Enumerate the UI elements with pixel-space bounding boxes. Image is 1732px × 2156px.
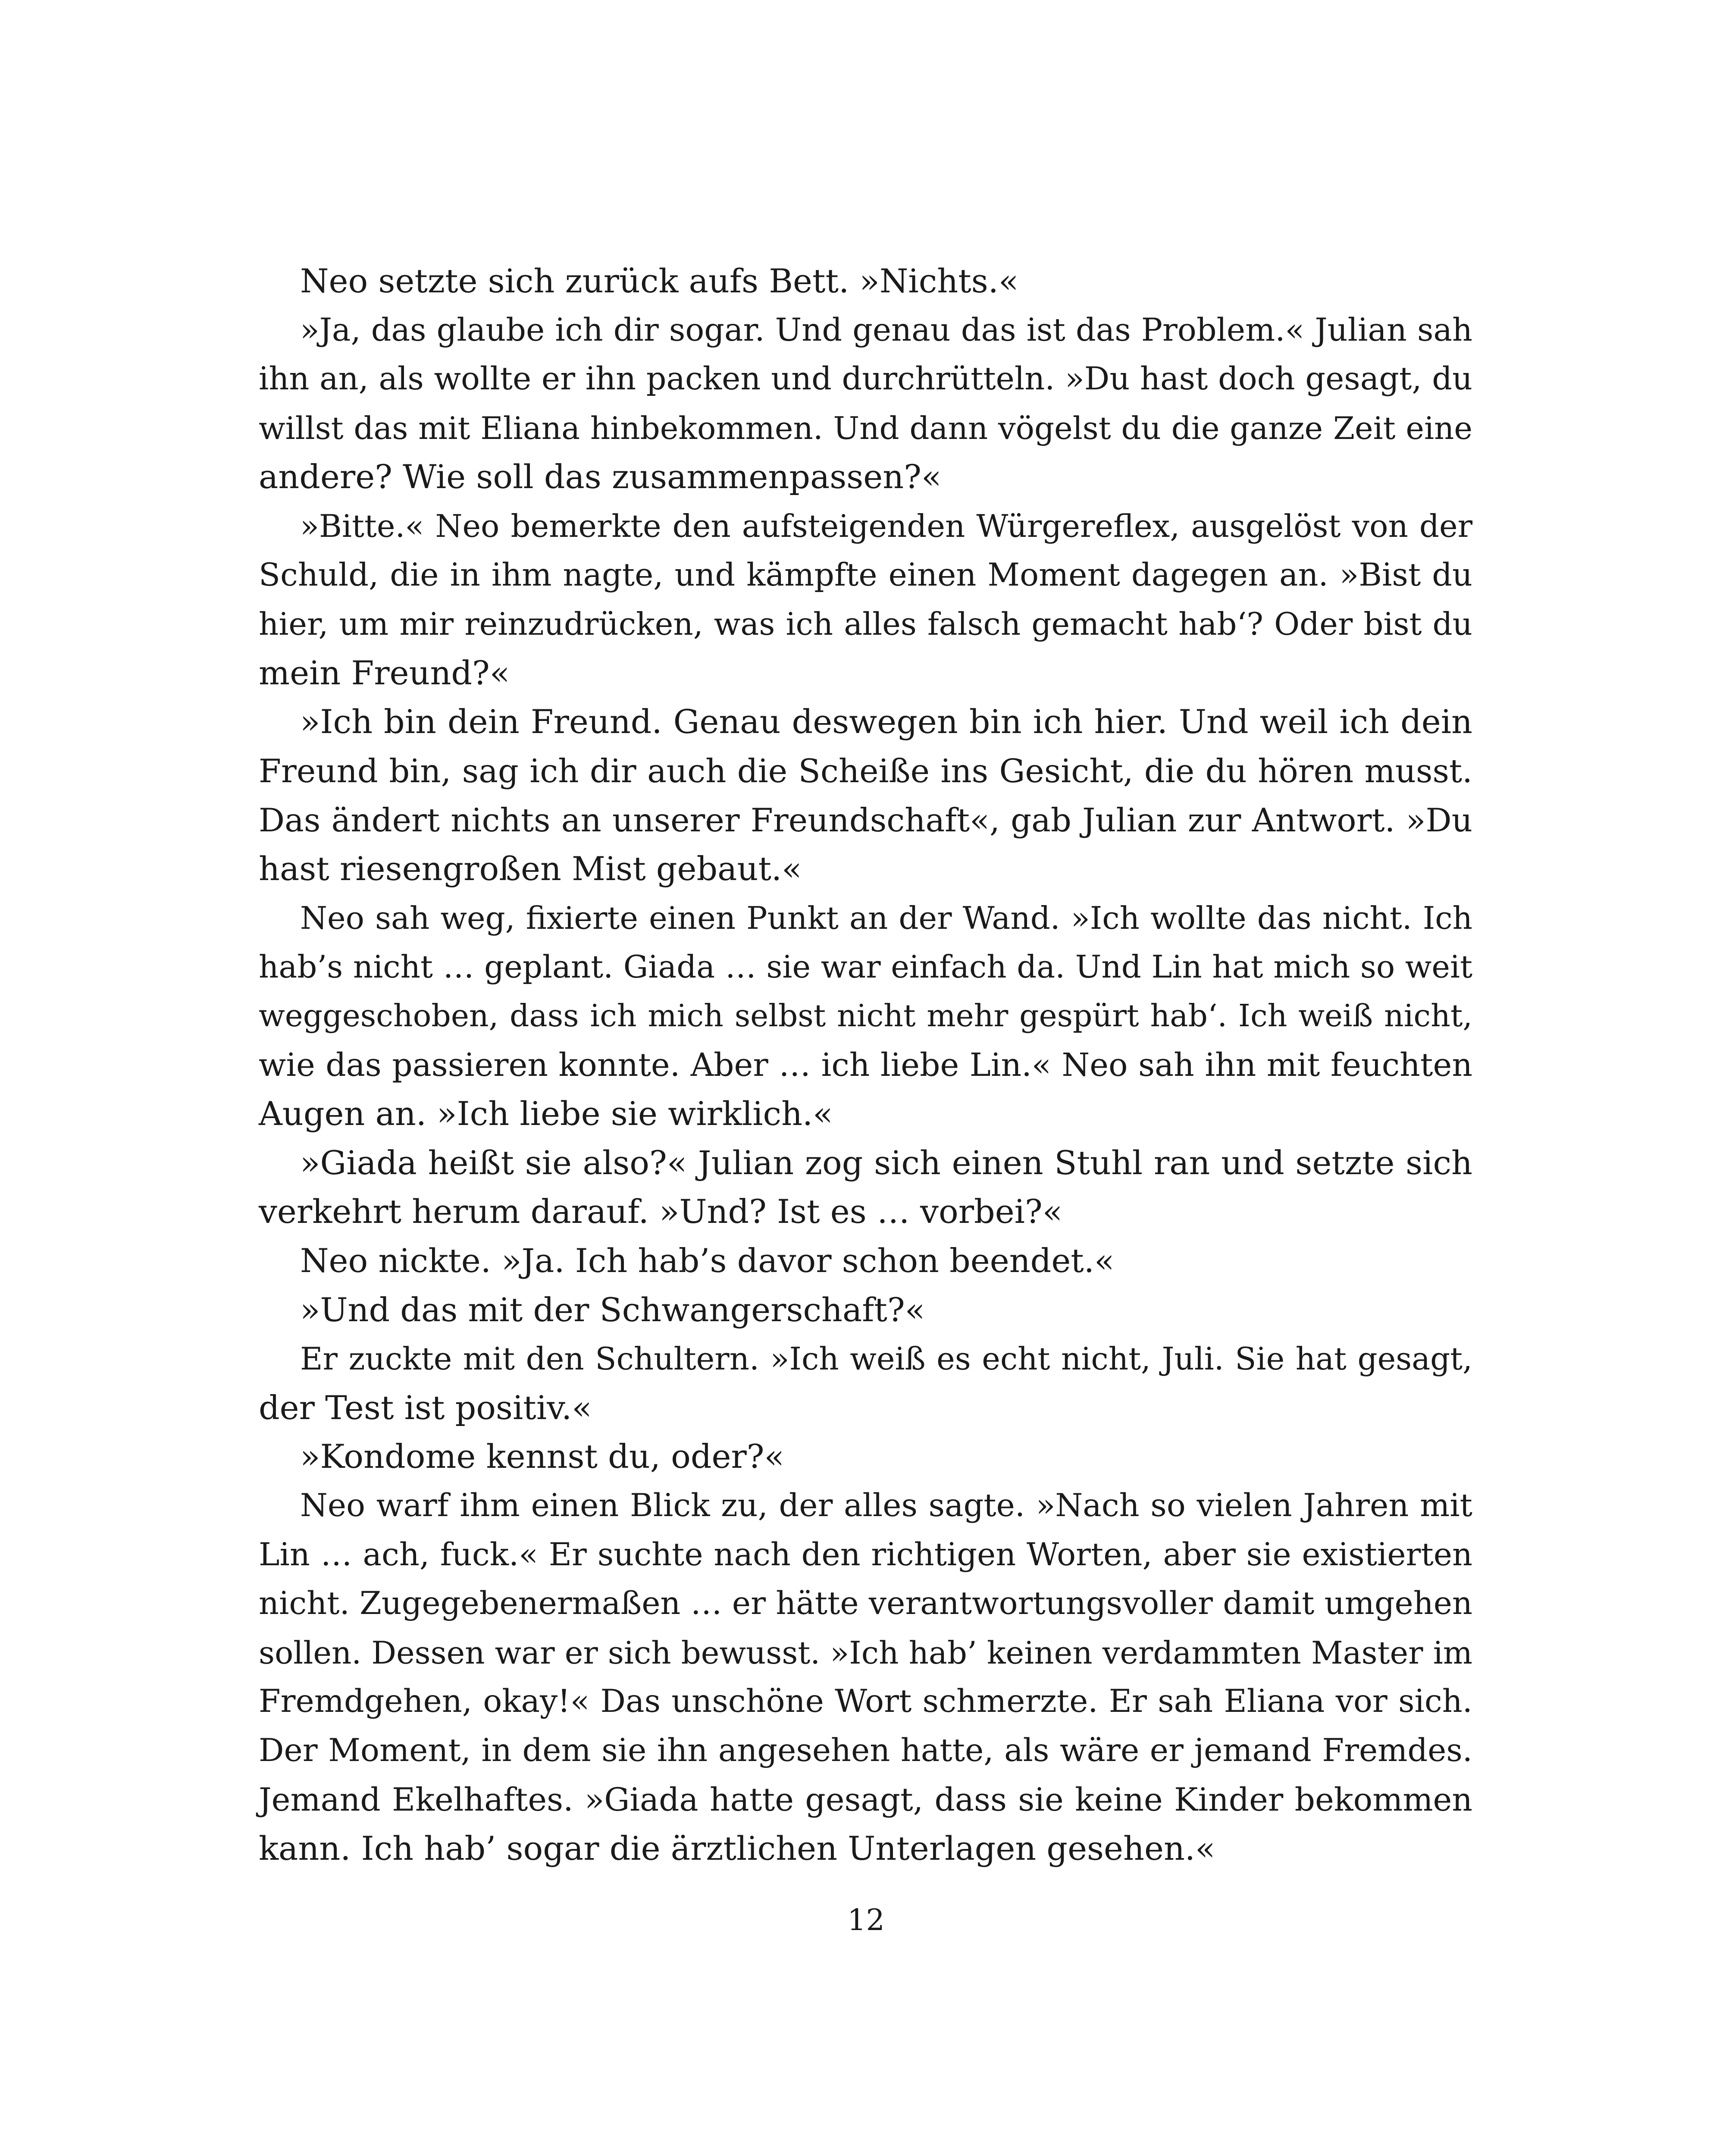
text-line: Neo setzte sich zurück aufs Bett. »Nichts.« bbox=[300, 262, 1019, 300]
text-line: Fremdgehen, okay!« Das unschöne Wort schmerzte. Er sah Eliana vor sich. bbox=[259, 1683, 1472, 1720]
text-line: sollen. Dessen war er sich bewusst. »Ich hab’ keinen verdammten Master im bbox=[259, 1634, 1472, 1671]
text-line: ihn an, als wollte er ihn packen und durchrütteln. »Du hast doch gesagt, du bbox=[259, 360, 1472, 398]
text-line: Neo warf ihm einen Blick zu, der alles sagte. »Nach so vielen Jahren mit bbox=[300, 1487, 1472, 1524]
text-line: »Giada heißt sie also?« Julian zog sich einen Stuhl ran und setzte sich bbox=[300, 1143, 1472, 1182]
text-line: »Ja, das glaube ich dir sogar. Und genau das ist das Problem.« Julian sah bbox=[300, 311, 1472, 348]
text-line: weggeschoben, dass ich mich selbst nicht mehr gespürt hab‘. Ich weiß nicht, bbox=[259, 998, 1472, 1034]
text-line: Das ändert nichts an unserer Freundschaft«, gab Julian zur Antwort. »Du bbox=[259, 801, 1472, 839]
text-line: Augen an. »Ich liebe sie wirklich.« bbox=[259, 1094, 833, 1133]
text-line: Neo nickte. »Ja. Ich hab’s davor schon beendet.« bbox=[300, 1241, 1115, 1280]
text-line: Lin … ach, fuck.« Er suchte nach den richtigen Worten, aber sie existierten bbox=[259, 1536, 1472, 1573]
text-line: hast riesengroßen Mist gebaut.« bbox=[259, 849, 802, 888]
text-line: Freund bin, sag ich dir auch die Scheiße ins Gesicht, die du hören musst. bbox=[259, 752, 1472, 790]
text-line: Er zuckte mit den Schultern. »Ich weiß es echt nicht, Juli. Sie hat gesagt, bbox=[300, 1341, 1472, 1377]
text-line: »Bitte.« Neo bemerkte den aufsteigenden Würgereflex, ausgelöst von der bbox=[300, 508, 1472, 544]
text-line: Schuld, die in ihm nagte, und kämpfte einen Moment dagegen an. »Bist du bbox=[259, 556, 1472, 593]
text-line: verkehrt herum darauf. »Und? Ist es … vorbei?« bbox=[259, 1192, 1063, 1231]
text-line: der Test ist positiv.« bbox=[259, 1388, 592, 1427]
text-line: hier, um mir reinzudrücken, was ich alles falsch gemacht hab‘? Oder bist du bbox=[259, 606, 1472, 642]
text-line: mein Freund?« bbox=[259, 653, 510, 692]
text-line: willst das mit Eliana hinbekommen. Und dann vögelst du die ganze Zeit eine bbox=[259, 410, 1472, 446]
text-line: »Ich bin dein Freund. Genau deswegen bin ich hier. Und weil ich dein bbox=[300, 702, 1472, 741]
text-line: »Kondome kennst du, oder?« bbox=[300, 1437, 785, 1476]
text-line: Neo sah weg, fixierte einen Punkt an der Wand. »Ich wollte das nicht. Ich bbox=[300, 899, 1472, 936]
text-line: »Und das mit der Schwangerschaft?« bbox=[300, 1290, 925, 1329]
text-line: Der Moment, in dem sie ihn angesehen hatte, als wäre er jemand Fremdes. bbox=[259, 1732, 1472, 1769]
text-line: Jemand Ekelhaftes. »Giada hatte gesagt, dass sie keine Kinder bekommen bbox=[259, 1781, 1472, 1818]
page-number: 12 bbox=[847, 1903, 885, 1937]
text-line: nicht. Zugegebenermaßen … er hätte verantwortungsvoller damit umgehen bbox=[259, 1585, 1472, 1622]
text-line: hab’s nicht … geplant. Giada … sie war einfach da. Und Lin hat mich so weit bbox=[259, 949, 1472, 985]
text-line: wie das passieren konnte. Aber … ich liebe Lin.« Neo sah ihn mit feuchten bbox=[259, 1046, 1472, 1084]
text-line: andere? Wie soll das zusammenpassen?« bbox=[259, 458, 942, 496]
text-line: kann. Ich hab’ sogar die ärztlichen Unterlagen gesehen.« bbox=[259, 1829, 1215, 1868]
